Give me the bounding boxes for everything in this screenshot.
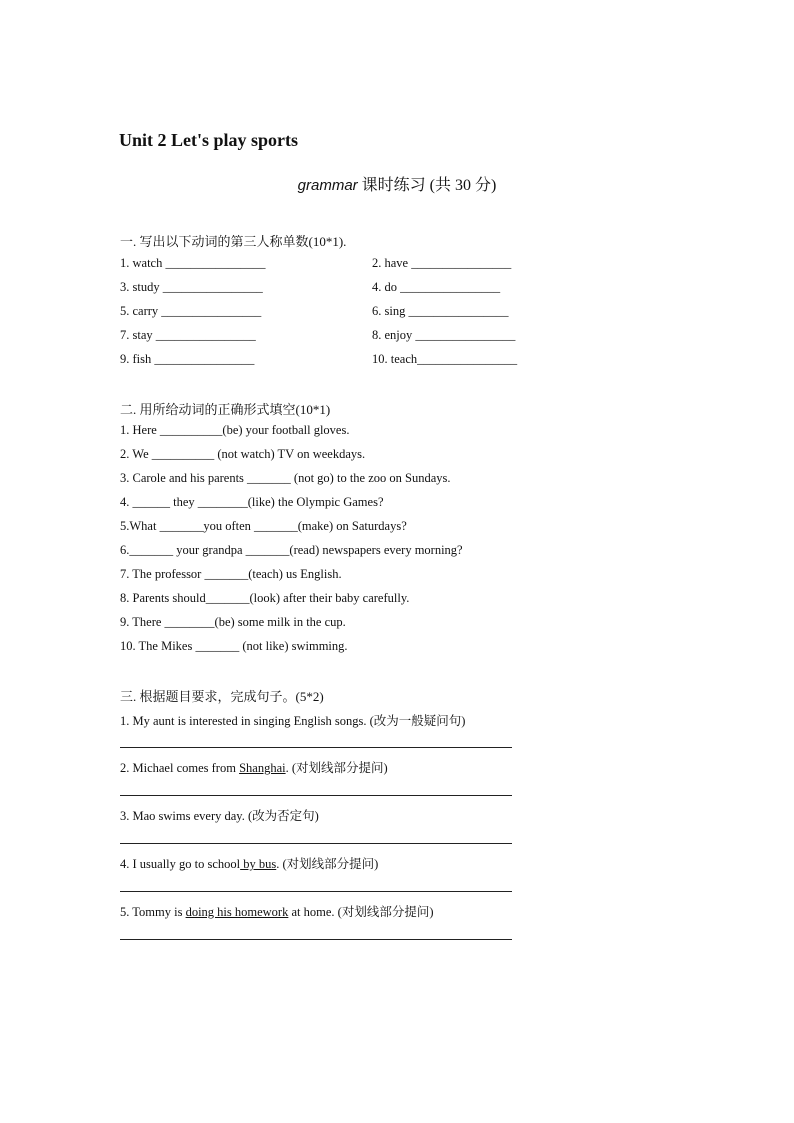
subtitle-rest: 课时练习 (共 30 分) xyxy=(357,177,497,194)
s2-item: 3. Carole and his parents _______ (not go) to the zoo on Sundays. xyxy=(120,471,451,485)
q4-text-end: . (对划线部分提问) xyxy=(276,857,379,871)
page-subtitle xyxy=(0,172,794,195)
subtitle-grammar: grammar xyxy=(297,177,358,194)
q5-text-end: at home. (对划线部分提问) xyxy=(288,905,434,919)
s1-item: 3. study ________________ xyxy=(120,280,263,294)
s3-question-3: 3. Mao swims every day. (改为否定句) xyxy=(120,809,319,823)
q2-underlined: Shanghai xyxy=(239,761,286,775)
s1-item: 6. sing ________________ xyxy=(372,304,509,318)
page-title: Unit 2 Let's play sports xyxy=(119,130,299,150)
s1-item: 2. have ________________ xyxy=(372,256,512,270)
answer-line xyxy=(120,795,512,796)
s3-question-4 xyxy=(120,854,378,872)
s2-item: 6._______ your grandpa _______(read) newspapers every morning? xyxy=(120,543,463,557)
s3-question-5 xyxy=(120,902,433,920)
s3-question-1: 1. My aunt is interested in singing English songs. (改为一般疑问句) xyxy=(120,714,466,728)
s1-item: 4. do ________________ xyxy=(372,280,501,294)
s1-item: 5. carry ________________ xyxy=(120,304,262,318)
answer-line xyxy=(120,747,512,748)
s2-item: 7. The professor _______(teach) us English. xyxy=(120,567,342,581)
q4-underlined: by bus xyxy=(240,857,277,871)
s2-item: 5.What _______you often _______(make) on Saturdays? xyxy=(120,519,407,533)
s1-item: 1. watch ________________ xyxy=(120,256,266,270)
q2-text: 2. Michael comes from xyxy=(120,761,240,775)
s1-item: 10. teach________________ xyxy=(372,352,518,366)
answer-line xyxy=(120,843,512,844)
s2-item: 8. Parents should_______(look) after their baby carefully. xyxy=(120,591,410,605)
section3-heading: 三. 根据题目要求，完成句子。(5*2) xyxy=(120,689,324,704)
s2-item: 4. ______ they ________(like) the Olympic Games? xyxy=(120,495,384,509)
s2-item: 2. We __________ (not watch) TV on weekdays. xyxy=(120,447,366,461)
s2-item: 9. There ________(be) some milk in the cup. xyxy=(120,615,346,629)
q5-text: 5. Tommy is xyxy=(120,905,186,919)
s1-item: 9. fish ________________ xyxy=(120,352,255,366)
s2-item: 10. The Mikes _______ (not like) swimming. xyxy=(120,639,348,653)
q5-underlined: doing his homework xyxy=(185,905,289,919)
answer-line xyxy=(120,939,512,940)
q2-text-end: . (对划线部分提问) xyxy=(285,761,388,775)
section2-heading: 二. 用所给动词的正确形式填空(10*1) xyxy=(120,402,331,417)
s1-item: 7. stay ________________ xyxy=(120,328,256,342)
s1-item: 8. enjoy ________________ xyxy=(372,328,516,342)
section1-heading: 一. 写出以下动词的第三人称单数(10*1). xyxy=(120,234,347,249)
answer-line xyxy=(120,891,512,892)
s3-question-2 xyxy=(120,758,388,776)
q4-text: 4. I usually go to school xyxy=(120,857,241,871)
s2-item: 1. Here __________(be) your football gloves. xyxy=(120,423,350,437)
